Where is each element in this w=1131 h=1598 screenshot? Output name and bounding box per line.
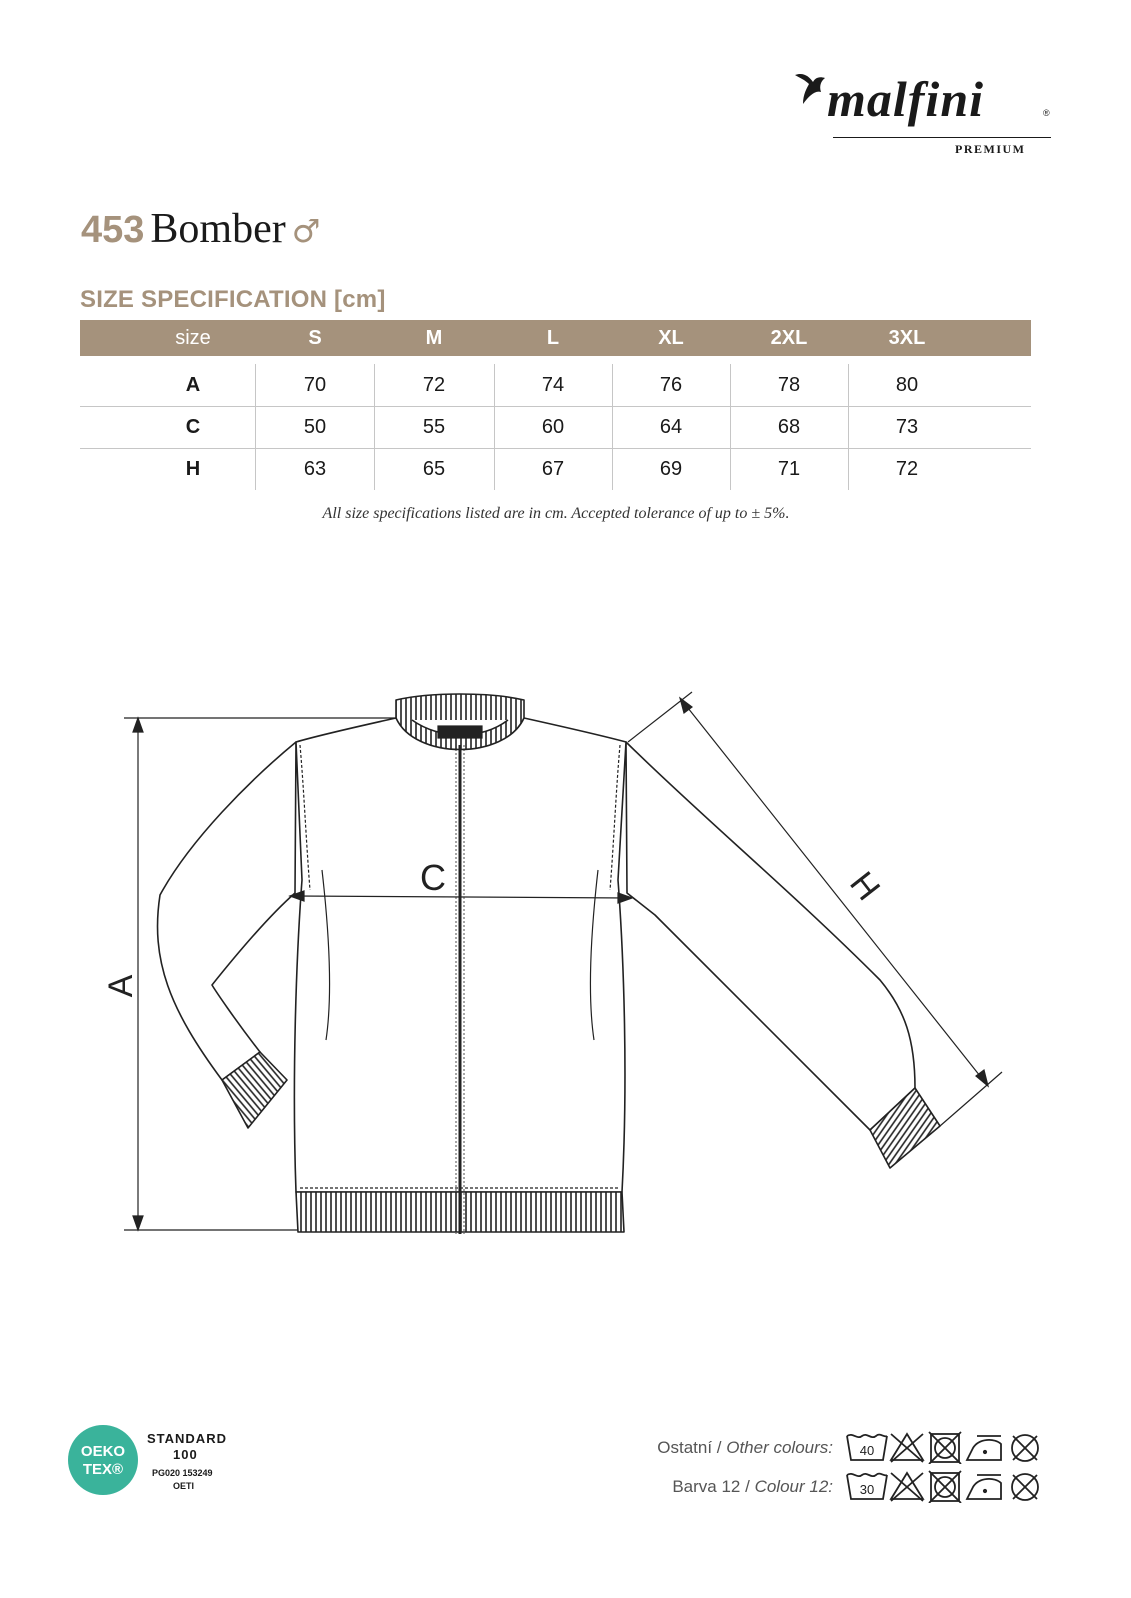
- header-cell: 3XL: [888, 327, 926, 349]
- iron-icon: [967, 1475, 1001, 1499]
- care-label-cz: Ostatní: [657, 1438, 713, 1457]
- table-row: [80, 448, 1031, 490]
- table-cell: 70: [303, 374, 327, 396]
- row-divider: [80, 448, 1031, 449]
- care-icons-other: [845, 1430, 1045, 1464]
- row-divider: [80, 406, 1031, 407]
- product-code: 453: [81, 209, 145, 251]
- no-dry-clean-icon: [1012, 1474, 1038, 1500]
- table-cell: 65: [422, 458, 446, 480]
- jacket-technical-drawing: [0, 640, 1131, 1260]
- table-row: [80, 406, 1031, 448]
- table-cell: 64: [659, 416, 683, 438]
- table-cell: 80: [895, 374, 919, 396]
- badge-line2: TEX®: [82, 1461, 124, 1478]
- column-divider: [612, 364, 613, 490]
- table-cell: 68: [777, 416, 801, 438]
- label-h: H: [842, 864, 888, 908]
- no-bleach-icon: [891, 1473, 923, 1501]
- row-label: A: [185, 374, 201, 396]
- header-cell: 2XL: [770, 327, 808, 349]
- care-label-colour12: Barva 12 / Colour 12:: [672, 1477, 833, 1496]
- cert-code: PG020 153249: [152, 1468, 213, 1478]
- row-label: H: [185, 458, 201, 480]
- page-title: [81, 205, 320, 253]
- care-label-en: Other colours:: [726, 1438, 833, 1457]
- iron-icon: [967, 1436, 1001, 1460]
- standard-label: STANDARD: [147, 1431, 227, 1446]
- table-cell: 71: [777, 458, 801, 480]
- male-icon: ♂: [291, 212, 321, 250]
- standard-number: 100: [173, 1447, 198, 1462]
- care-label-cz: Barva 12: [672, 1477, 741, 1496]
- table-cell: 72: [422, 374, 446, 396]
- header-cell: XL: [658, 327, 684, 349]
- brand-name: malfini: [827, 71, 985, 127]
- product-name: Bomber: [150, 206, 286, 252]
- care-icons-colour12: [845, 1469, 1045, 1503]
- row-label: C: [185, 416, 201, 438]
- no-bleach-icon: [891, 1434, 923, 1462]
- column-divider: [730, 364, 731, 490]
- label-c: C: [420, 857, 446, 898]
- svg-text:40: 40: [859, 1443, 875, 1458]
- size-table: [80, 320, 1031, 490]
- no-tumble-dry-icon: [929, 1432, 961, 1464]
- registered-mark: ®: [1043, 108, 1050, 118]
- wash-icon: [847, 1474, 887, 1499]
- logo-divider: [833, 137, 1051, 138]
- svg-text:30: 30: [859, 1482, 875, 1497]
- table-cell: 78: [777, 374, 801, 396]
- table-cell: 76: [659, 374, 683, 396]
- table-cell: 74: [541, 374, 565, 396]
- table-cell: 60: [541, 416, 565, 438]
- table-cell: 72: [895, 458, 919, 480]
- table-cell: 67: [541, 458, 565, 480]
- oeko-tex-badge: [68, 1425, 138, 1495]
- header-cell: size: [175, 327, 211, 349]
- spec-heading: SIZE SPECIFICATION [cm]: [80, 286, 386, 313]
- right-sleeve: [626, 742, 915, 1130]
- column-divider: [255, 364, 256, 490]
- table-cell: 69: [659, 458, 683, 480]
- header-cell: M: [425, 327, 443, 349]
- brand-sub: PREMIUM: [955, 142, 1026, 156]
- table-cell: 73: [895, 416, 919, 438]
- table-cell: 50: [303, 416, 327, 438]
- table-cell: 55: [422, 416, 446, 438]
- left-sleeve: [158, 742, 296, 1080]
- brand-logo: [795, 72, 1055, 162]
- cert-institute: OETI: [173, 1481, 195, 1491]
- column-divider: [848, 364, 849, 490]
- header-cell: S: [308, 327, 322, 349]
- care-label-other: Ostatní / Other colours:: [657, 1438, 833, 1457]
- tolerance-note: All size specifications listed are in cm. Accepted tolerance of up to ± 5%.: [322, 505, 790, 522]
- table-cell: 63: [303, 458, 327, 480]
- table-header: [80, 320, 1031, 356]
- column-divider: [374, 364, 375, 490]
- no-dry-clean-icon: [1012, 1435, 1038, 1461]
- no-tumble-dry-icon: [929, 1471, 961, 1503]
- column-divider: [494, 364, 495, 490]
- badge-line1: OEKO: [80, 1443, 126, 1460]
- table-row: [80, 364, 1031, 406]
- care-label-en: Colour 12:: [754, 1477, 833, 1496]
- label-a: A: [102, 974, 140, 998]
- header-cell: L: [546, 327, 560, 349]
- wash-icon: [847, 1435, 887, 1460]
